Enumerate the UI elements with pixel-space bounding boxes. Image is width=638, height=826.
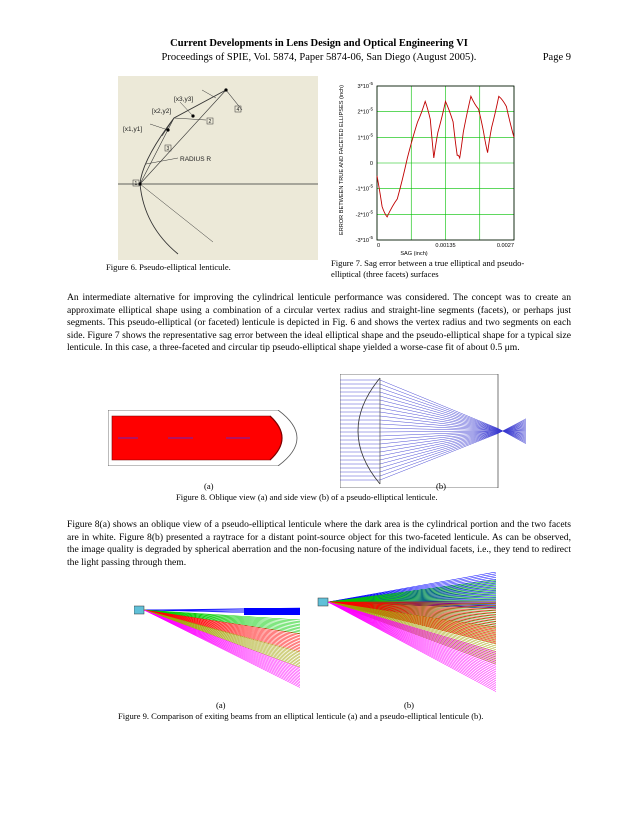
running-header-subtitle: Proceedings of SPIE, Vol. 5874, Paper 5874-06, San Diego (August 2005).	[161, 52, 477, 63]
fig7-ytick-label: $-1*10^{-5}$	[355, 183, 373, 193]
fig6-label-x1y1: [x1,y1]	[123, 126, 143, 133]
figure-9b-label: (b)	[404, 700, 415, 710]
fig7-ytick-label: $2*10^{-5}$	[357, 106, 373, 116]
fig7-ytick-label: $-2*10^{-5}$	[355, 209, 373, 219]
figure-7-caption-line1: Figure 7. Sag error between a true elliptical and pseudo-	[331, 258, 525, 268]
figure-6-caption: Figure 6. Pseudo-elliptical lenticule.	[106, 262, 231, 272]
fig6-box-4: 4	[236, 107, 240, 113]
figure-9-caption: Figure 9. Comparison of exiting beams from an elliptical lenticule (a) and a pseudo-elliptical lenticule (b).	[118, 711, 484, 721]
fig6-label-x2y2: [x2,y2]	[152, 108, 172, 115]
fig7-ytick-label: $3*10^{-5}$	[357, 81, 373, 90]
figure-8b-label: (b)	[436, 481, 447, 491]
paragraph-1: An intermediate alternative for improving the cylindrical lenticule performance was considered. The concept was to create an approximate elliptical shape using a combination of a circular vertex radius and straight-line segments (facets), or perhaps just segments. This pseudo-elliptical (or faceted) lenticule is depicted in Fig. 6 and shows the vertex radius and two segments on each side. Figure 7 shows the representative sag error between the ideal elliptical shape and the pseudo-elliptical shape for a typical size lenticule. In this case, a three-faceted and circular tip pseudo-elliptical shape yielded a worse-case fit of about 0.5 μm.	[67, 292, 571, 353]
fig7-ytick-label: $1*10^{-5}$	[357, 132, 373, 142]
fig7-xtick-label: 0	[377, 243, 381, 249]
page-number: Page 9	[542, 52, 571, 63]
figure-7-chart	[330, 76, 530, 262]
paragraph-2: Figure 8(a) shows an oblique view of a pseudo-elliptical lenticule where the dark area is the cylindrical portion and the two facets are in white. Figure 8(b) presented a raytrace for a distant point-source object for this two-faceted lenticule. As can be observed, the image quality is degraded by spherical aberration and the non-focusing nature of the individual facets, i.e., they tend to redirect the light passing through them.	[67, 519, 571, 568]
fig6-label-radius: RADIUS R	[180, 156, 212, 163]
fig7-ytick-label: 0	[369, 161, 373, 167]
fig7-ylabel: ERROR BETWEEN TRUE AND FACETED ELLIPSES (inch)	[339, 84, 345, 236]
fig6-label-x3y3: [x3,y3]	[174, 96, 194, 103]
fig6-box-3: 3	[166, 146, 170, 152]
figure-8-caption: Figure 8. Oblique view (a) and side view (b) of a pseudo-elliptical lenticule.	[176, 492, 438, 502]
fig6-box-2: 2	[208, 119, 212, 125]
fig6-box-1: 1	[134, 181, 138, 187]
fig7-xtick-label: 0.00135	[435, 243, 456, 249]
figure-9a-label: (a)	[216, 700, 226, 710]
figure-7-caption-line2: elliptical (three facets) surfaces	[331, 269, 439, 279]
fig7-xtick-label: 0.0027	[496, 243, 514, 249]
figure-8b-raytrace	[340, 374, 526, 488]
figure-6-diagram	[118, 76, 318, 260]
running-header-title: Current Developments in Lens Design and Optical Engineering VI	[170, 38, 468, 49]
figure-8a-image	[108, 410, 316, 466]
figure-8a-label: (a)	[204, 481, 214, 491]
fig7-ytick-label: $-3*10^{-5}$	[355, 235, 373, 244]
figure-9b-beams	[314, 572, 498, 694]
figure-9a-beams	[134, 600, 302, 692]
fig7-xlabel: SAG (inch)	[400, 251, 428, 257]
